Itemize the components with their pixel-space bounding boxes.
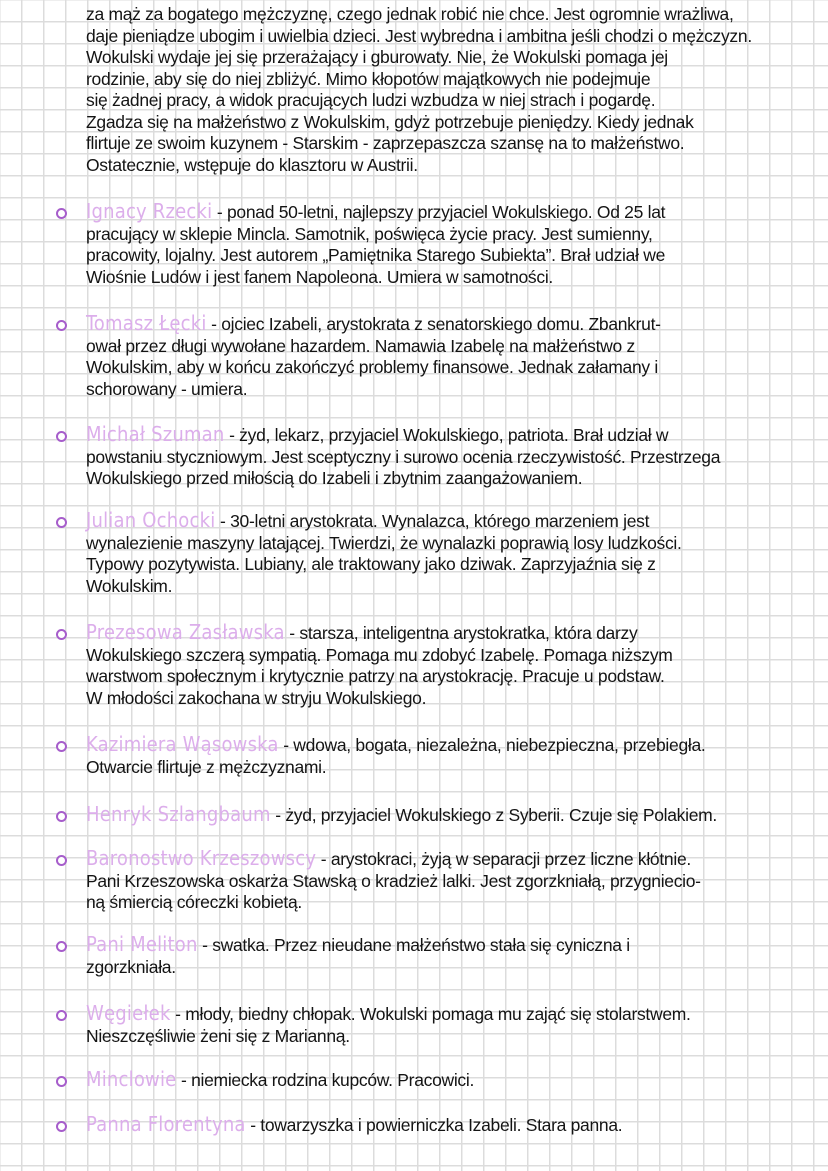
character-desc-line: zgorzkniała. xyxy=(86,956,176,977)
bullet-ring-icon xyxy=(56,320,67,331)
bullet-ring-icon xyxy=(56,208,67,219)
character-desc-line: - młody, biedny chłopak. Wokulski pomaga mu zająć się stolarstwem. xyxy=(170,1004,691,1024)
character-desc-line: Wiośnie Ludów i jest fanem Napoleona. Umiera w samotności. xyxy=(86,266,553,287)
bullet-ring-icon xyxy=(56,855,67,866)
character-desc-line: - towarzyszka i powierniczka Izabeli. Stara panna. xyxy=(245,1115,623,1135)
character-name: Julian Ochocki xyxy=(86,508,216,532)
bullet-ring-icon xyxy=(56,811,67,822)
character-desc-line: - swatka. Przez nieudane małżeństwo stała się cyniczna i xyxy=(197,935,630,955)
character-desc-line: - 30-letni arystokrata. Wynalazca, którego marzeniem jest xyxy=(215,511,650,531)
character-desc-line: pracujący w sklepie Mincla. Samotnik, poświęca życie pracy. Jest sumienny, xyxy=(86,223,653,244)
bullet-ring-icon xyxy=(56,741,67,752)
character-desc-line: ną śmiercią córeczki kobietą. xyxy=(86,892,302,912)
character-description xyxy=(86,424,828,490)
character-desc-line: Pani Krzeszowska oskarża Stawską o kradzież lalki. Jest zgorzkniałą, przygniecio- xyxy=(86,870,701,891)
character-description xyxy=(86,622,828,709)
character-name: Prezesowa Zasławska xyxy=(86,620,285,644)
character-name: Henryk Szlangbaum xyxy=(86,802,271,826)
character-name: Tomasz Łęcki xyxy=(86,311,207,335)
character-desc-line: - starsza, inteligentna arystokratka, która darzy xyxy=(284,623,638,643)
character-description xyxy=(86,1003,828,1047)
character-desc-line: - ojciec Izabeli, arystokrata z senatorskiego domu. Zbankrut- xyxy=(206,314,661,334)
intro-line: rodzinie, aby się do niej zbliżyć. Mimo kłopotów majątkowych nie podejmuje xyxy=(86,68,651,89)
intro-line: Zgadza się na małżeństwo z Wokulskim, gdyż potrzebuje pieniędzy. Kiedy jednak xyxy=(86,111,694,132)
character-desc-line: ował przez długi wywołane hazardem. Namawia Izabelę na małżeństwo z xyxy=(86,335,635,356)
character-desc-line: pracowity, lojalny. Jest autorem „Pamiętnika Starego Subiekta”. Brał udział we xyxy=(86,245,666,265)
character-desc-line: - arystokraci, żyją w separacji przez liczne kłótnie. xyxy=(316,849,691,869)
character-desc-line: schorowany - umiera. xyxy=(86,378,248,399)
character-desc-line: warstwom społecznym i krytycznie patrzy na arystokrację. Pracuje u podstaw. xyxy=(86,666,665,686)
character-name: Kazimiera Wąsowska xyxy=(86,732,279,756)
intro-line: Ostatecznie, wstępuje do klasztoru w Austrii. xyxy=(86,154,418,175)
bullet-ring-icon xyxy=(56,1121,67,1132)
character-desc-line: Wokulskim, aby w końcu zakończyć problemy finansowe. Jednak załamany i xyxy=(86,357,658,377)
character-description xyxy=(86,313,828,400)
character-name: Baronostwo Krzeszowscy xyxy=(86,846,317,870)
intro-line: za mąż za bogatego mężczyznę, czego jednak robić nie chce. Jest ogromnie wrażliwa, xyxy=(86,4,734,24)
character-desc-line: - ponad 50-letni, najlepszy przyjaciel Wokulskiego. Od 25 lat xyxy=(212,202,666,222)
character-desc-line: powstaniu styczniowym. Jest sceptyczny i surowo ocenia rzeczywistość. Przestrzega xyxy=(86,446,721,467)
character-desc-line: wynalezienie maszyny latającej. Twierdzi, że wynalazki poprawią losy ludzkości. xyxy=(86,532,682,553)
character-description xyxy=(86,848,828,914)
intro-paragraph xyxy=(86,4,828,176)
character-description xyxy=(86,804,828,827)
character-desc-line: - niemiecka rodzina kupców. Pracowici. xyxy=(176,1070,475,1090)
intro-line: się żadnej pracy, a widok pracujących ludzi wzbudza w niej strach i pogardę. xyxy=(86,90,656,110)
character-description xyxy=(86,934,828,978)
character-description xyxy=(86,734,828,778)
character-desc-line: - żyd, przyjaciel Wokulskiego z Syberii. Czuje się Polakiem. xyxy=(270,805,717,825)
character-name: Węgiełek xyxy=(86,1001,171,1025)
bullet-ring-icon xyxy=(56,629,67,640)
bullet-ring-icon xyxy=(56,1076,67,1087)
character-desc-line: - żyd, lekarz, przyjaciel Wokulskiego, patriota. Brał udział w xyxy=(224,425,669,445)
intro-line: flirtuje ze swoim kuzynem - Starskim - zaprzepaszcza szansę na to małżeństwo. xyxy=(86,133,685,153)
character-name: Panna Florentyna xyxy=(86,1112,246,1136)
character-desc-line: W młodości zakochana w stryju Wokulskiego. xyxy=(86,687,427,708)
character-desc-line: Nieszczęśliwie żeni się z Marianną. xyxy=(86,1025,350,1046)
character-name: Pani Meliton xyxy=(86,932,198,956)
character-desc-line: Wokulskiego przed miłością do Izabeli i zbytnim zaangażowaniem. xyxy=(86,468,583,488)
character-description xyxy=(86,201,828,288)
bullet-ring-icon xyxy=(56,941,67,952)
character-description xyxy=(86,510,828,597)
character-desc-line: Wokulskim. xyxy=(86,575,173,596)
bullet-ring-icon xyxy=(56,517,67,528)
character-desc-line: - wdowa, bogata, niezależna, niebezpieczna, przebiegła. xyxy=(278,735,706,755)
character-name: Michał Szuman xyxy=(86,422,225,446)
character-desc-line: Wokulskiego szczerą sympatią. Pomaga mu zdobyć Izabelę. Pomaga niższym xyxy=(86,644,673,665)
intro-line: daje pieniądze ubogim i uwielbia dzieci. Jest wybredna i ambitna jeśli chodzi o mężczyzn. xyxy=(86,25,752,46)
bullet-ring-icon xyxy=(56,431,67,442)
character-desc-line: Otwarcie flirtuje z mężczyznami. xyxy=(86,756,327,777)
character-name: Minclowie xyxy=(86,1067,177,1091)
bullet-ring-icon xyxy=(56,1010,67,1021)
intro-line: Wokulski wydaje jej się przerażający i gburowaty. Nie, że Wokulski pomaga jej xyxy=(86,47,668,67)
character-name: Ignacy Rzecki xyxy=(86,199,213,223)
character-description xyxy=(86,1069,828,1092)
character-description xyxy=(86,1114,828,1137)
character-desc-line: Typowy pozytywista. Lubiany, ale traktowany jako dziwak. Zaprzyjaźnia się z xyxy=(86,554,656,574)
